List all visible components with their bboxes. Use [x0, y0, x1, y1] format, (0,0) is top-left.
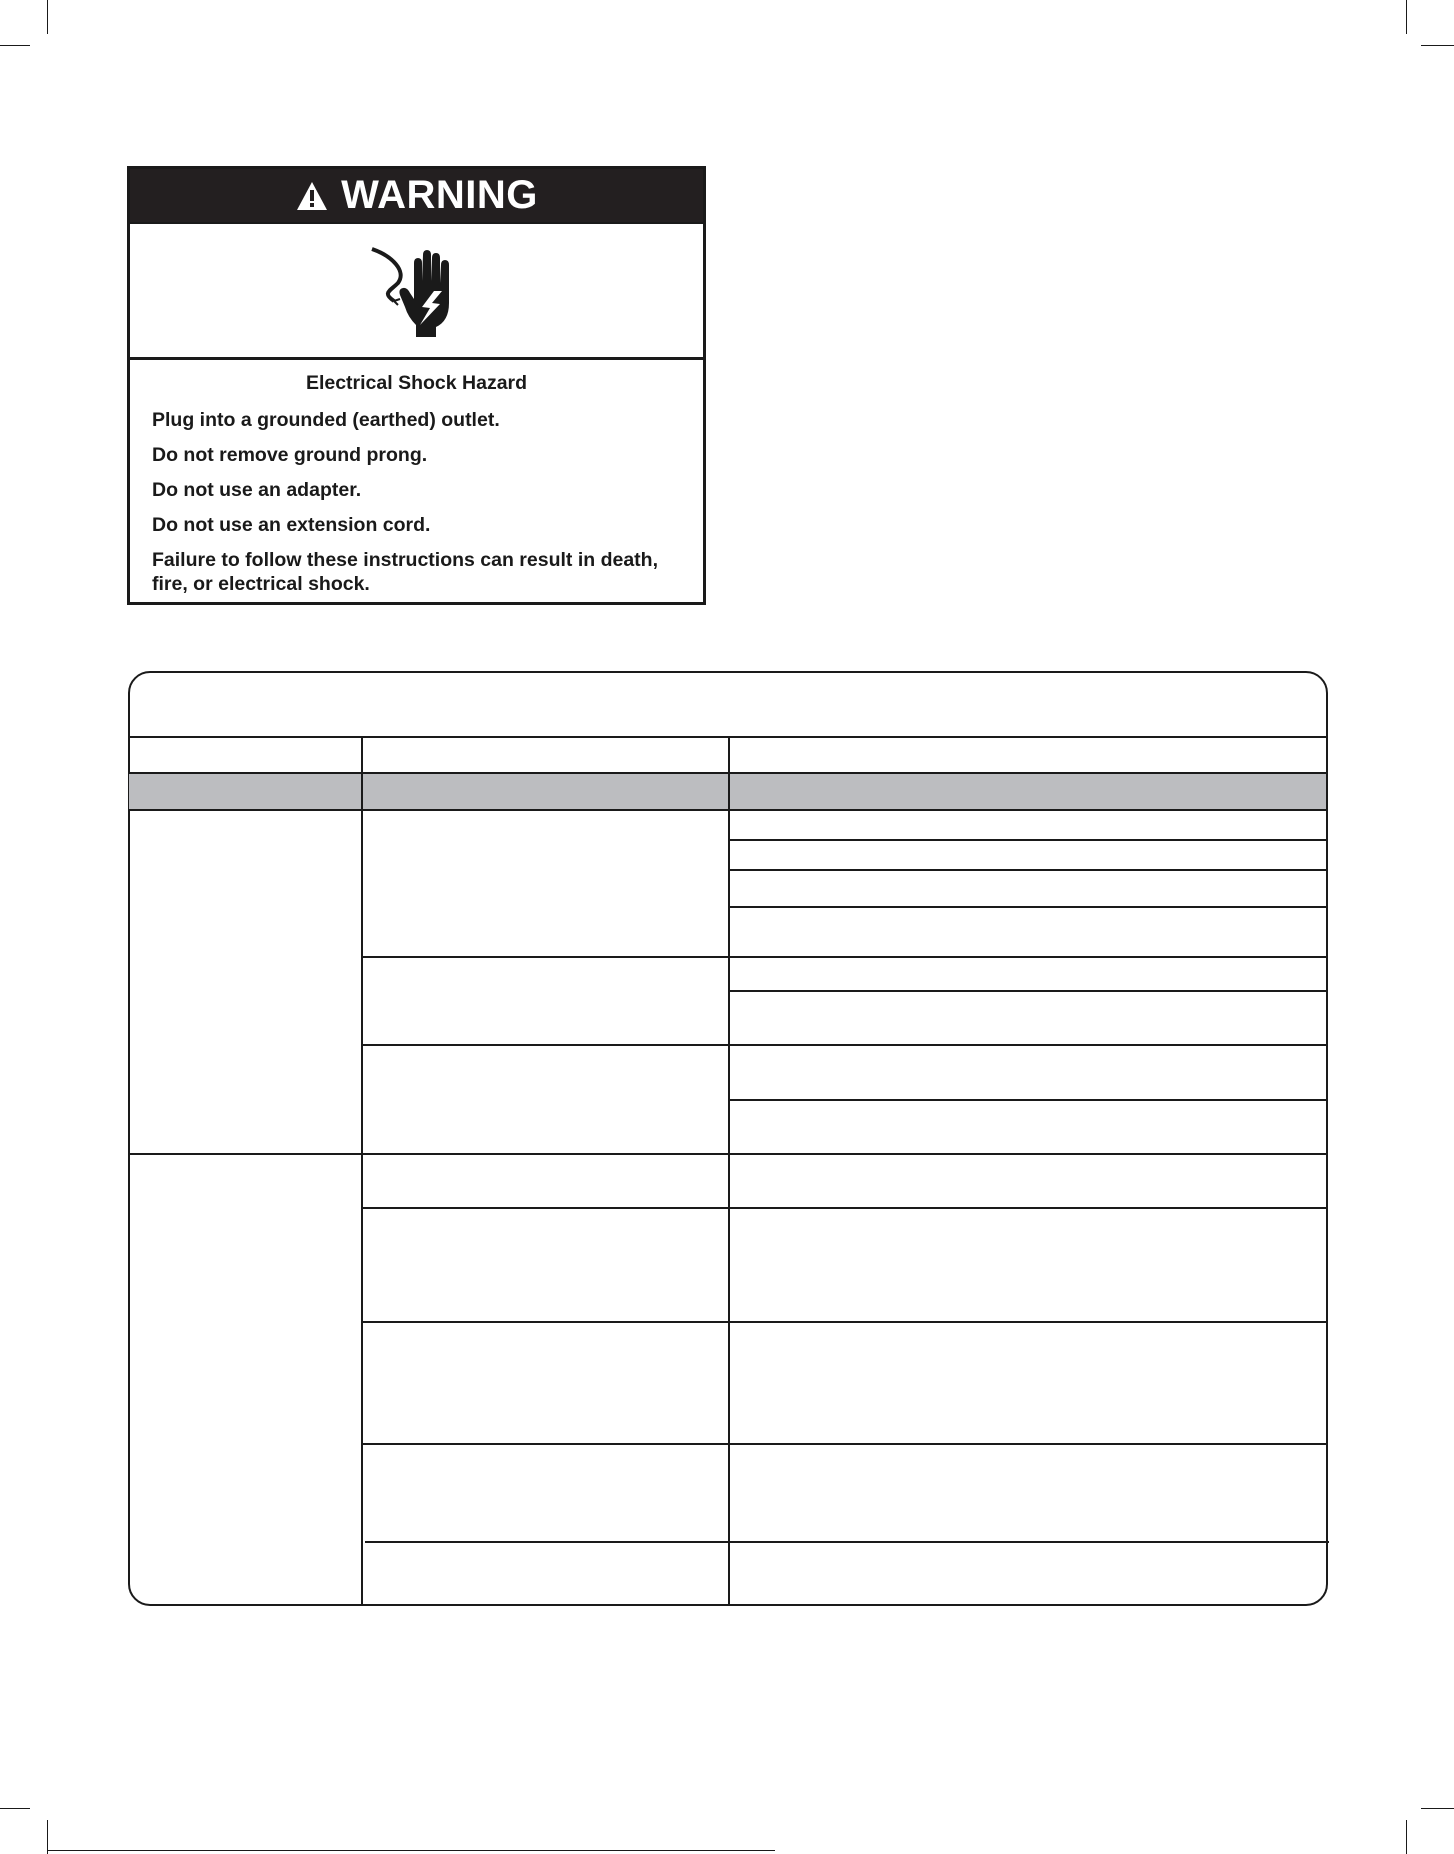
table-rule [729, 990, 1326, 992]
table-rule [362, 1044, 1326, 1046]
crop-mark [0, 45, 30, 46]
warning-triangle-icon [295, 180, 329, 212]
crop-mark [1421, 45, 1454, 46]
hazard-instruction: Plug into a grounded (earthed) outlet. [152, 409, 500, 431]
hazard-instruction: Do not use an adapter. [152, 479, 362, 501]
table-rule [365, 1541, 1329, 1543]
hazard-consequence: Failure to follow these instructions can result in death, fire, or electrical shock. [152, 549, 658, 595]
warning-body [130, 360, 703, 596]
crop-mark [1406, 1820, 1407, 1854]
hazard-icon-panel [130, 222, 703, 360]
crop-mark [47, 0, 48, 34]
table-rule [362, 956, 1326, 958]
hazard-title: Electrical Shock Hazard [305, 372, 528, 394]
crop-mark [1406, 0, 1407, 34]
table-rule [362, 1207, 1326, 1209]
electrical-shock-hand-icon [362, 241, 472, 341]
warning-label [127, 166, 706, 605]
table-rule [729, 869, 1326, 871]
table-rule [729, 1099, 1326, 1101]
table-rule [729, 839, 1326, 841]
table-rule [729, 906, 1326, 908]
crop-mark [1421, 1808, 1454, 1809]
crop-mark [47, 1820, 48, 1854]
warning-title: WARNING [341, 173, 538, 217]
bottom-rule [47, 1850, 775, 1851]
crop-mark [0, 1808, 30, 1809]
hazard-instruction: Do not use an extension cord. [152, 514, 431, 536]
table-column-divider [728, 737, 730, 1604]
hazard-instruction: Do not remove ground prong. [152, 444, 428, 466]
table-rule [362, 1443, 1326, 1445]
table-column-divider [361, 737, 363, 1604]
table-rule [362, 1321, 1326, 1323]
warning-header [130, 169, 703, 222]
